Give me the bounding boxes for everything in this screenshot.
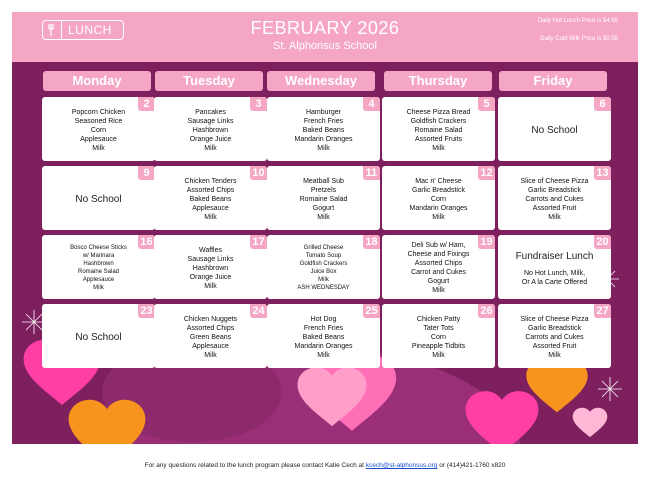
- day-cell-2: [42, 97, 155, 161]
- menu-item: Romaine Salad: [77, 269, 120, 275]
- menu-item: Orange Juice: [189, 135, 232, 143]
- menu-item: Garlic Breadstick: [412, 186, 465, 194]
- day-cell-11: [267, 166, 380, 230]
- menu-items: [386, 304, 491, 368]
- day-number: 25: [363, 304, 380, 318]
- day-number: 18: [363, 235, 380, 249]
- day-number: 6: [594, 97, 611, 111]
- menu-item: Assorted Chips: [186, 324, 235, 332]
- day-cell-24: [154, 304, 267, 368]
- menu-item: Milk: [204, 213, 217, 221]
- day-header-monday: Monday: [43, 71, 151, 91]
- menu-items: [386, 235, 491, 299]
- day-number: 24: [250, 304, 267, 318]
- cell-headline: No School: [531, 124, 578, 136]
- menu-item: Carrot and Cukes: [411, 269, 466, 276]
- menu-item: Applesauce: [192, 342, 229, 350]
- day-number: 9: [138, 166, 155, 180]
- menu-item: Goldfish Crackers: [410, 117, 467, 125]
- menu-item: Baked Beans: [302, 333, 345, 341]
- menu-item: Chicken Nuggets: [183, 315, 238, 323]
- header-banner: [12, 12, 638, 62]
- day-number: 13: [594, 166, 611, 180]
- day-cell-27: [498, 304, 611, 368]
- menu-item: Milk: [204, 351, 217, 359]
- menu-items: [386, 97, 491, 161]
- day-number: 20: [594, 235, 611, 249]
- day-cell-23: [42, 304, 155, 368]
- day-cell-17: [154, 235, 267, 299]
- day-number: 3: [250, 97, 267, 111]
- menu-item: Baked Beans: [302, 126, 345, 134]
- menu-item: Green Beans: [189, 333, 232, 341]
- day-cell-9: [42, 166, 155, 230]
- menu-items: [386, 166, 491, 230]
- menu-item: Garlic Breadstick: [528, 186, 581, 194]
- menu-item: Assorted Chips: [186, 186, 235, 194]
- menu-item: Romaine Salad: [414, 126, 463, 134]
- menu-item: Chicken Patty: [416, 315, 461, 323]
- menu-items: [158, 97, 263, 161]
- menu-item: Milk: [317, 351, 330, 359]
- menu-items: [271, 235, 376, 299]
- menu-items: [46, 166, 151, 230]
- menu-item: Milk: [548, 213, 561, 221]
- day-cell-19: [382, 235, 495, 299]
- menu-item: Assorted Chips: [414, 260, 463, 267]
- calendar-area: [12, 62, 638, 444]
- day-cell-6: [498, 97, 611, 161]
- day-cell-3: [154, 97, 267, 161]
- menu-item: Milk: [318, 277, 329, 283]
- menu-item: Assorted Fruit: [532, 342, 577, 350]
- menu-item: Sausage Links: [187, 255, 234, 263]
- fork-knife-icon: [43, 21, 62, 39]
- menu-item: Milk: [204, 282, 217, 290]
- day-cell-13: [498, 166, 611, 230]
- menu-item: Corn: [430, 195, 447, 203]
- day-number: 12: [478, 166, 495, 180]
- menu-item: Pretzels: [310, 186, 337, 194]
- day-number: 27: [594, 304, 611, 318]
- contact-email-link[interactable]: kcech@st-alphonsus.org: [365, 462, 438, 469]
- day-number: 11: [363, 166, 380, 180]
- footer-phone: or (414)421-1760 x820: [437, 462, 506, 469]
- menu-item: Gogurt: [427, 278, 450, 285]
- menu-item: Tater Tots: [423, 324, 454, 332]
- day-number: 23: [138, 304, 155, 318]
- day-header-thursday: Thursday: [384, 71, 492, 91]
- menu-item: Chicken Tenders: [184, 177, 237, 185]
- menu-items: [271, 166, 376, 230]
- menu-item: Applesauce: [80, 135, 117, 143]
- hot-lunch-price: Daily Hot Lunch Price is $4.65: [537, 18, 618, 24]
- day-header-wednesday: Wednesday: [267, 71, 375, 91]
- menu-item: Assorted Fruit: [532, 204, 577, 212]
- menu-item: Gogurt: [312, 204, 335, 212]
- menu-item: Milk: [432, 144, 445, 152]
- menu-item: Carrots and Cukes: [525, 333, 584, 341]
- menu-item: Milk: [317, 144, 330, 152]
- day-number: 19: [478, 235, 495, 249]
- menu-item: Hashbrown: [83, 261, 114, 267]
- menu-item: Pancakes: [195, 108, 226, 116]
- menu-item: Hashbrown: [192, 126, 229, 134]
- menu-item: Milk: [93, 285, 104, 291]
- day-cell-26: [382, 304, 495, 368]
- menu-item: Mandarin Oranges: [294, 135, 353, 143]
- menu-item: Grilled Cheese: [303, 245, 344, 251]
- menu-item: Romaine Salad: [299, 195, 348, 203]
- lunch-logo: [42, 20, 124, 40]
- day-header-tuesday: Tuesday: [155, 71, 263, 91]
- menu-items: [158, 235, 263, 299]
- menu-item: Or A la Carte Offered: [521, 278, 588, 286]
- logo-label: LUNCH: [68, 23, 112, 37]
- menu-item: Mandarin Oranges: [409, 204, 468, 212]
- day-header-friday: Friday: [499, 71, 607, 91]
- menu-items: [46, 235, 151, 299]
- menu-item: Milk: [92, 144, 105, 152]
- menu-items: [271, 304, 376, 368]
- menu-item: Tomato Soup: [305, 253, 342, 259]
- day-cell-4: [267, 97, 380, 161]
- menu-item: Slice of Cheese Pizza: [520, 315, 589, 323]
- menu-item: Baked Beans: [189, 195, 232, 203]
- menu-item: Cheese Pizza Bread: [406, 108, 471, 116]
- menu-item: Milk: [432, 287, 445, 294]
- menu-item: Popcorn Chicken: [71, 108, 126, 116]
- menu-item: Mandarin Oranges: [294, 342, 353, 350]
- menu-item: Cheese and Fixings: [407, 251, 470, 258]
- menu-item: Deli Sub w/ Ham,: [411, 242, 466, 249]
- menu-item: French Fries: [303, 324, 344, 332]
- menu-item: w/ Marinara: [82, 253, 115, 259]
- day-number: 10: [250, 166, 267, 180]
- menu-item: Mac n' Cheese: [415, 177, 462, 185]
- menu-item: Goldfish Crackers: [299, 261, 348, 267]
- day-cell-5: [382, 97, 495, 161]
- menu-item: Orange Juice: [189, 273, 232, 281]
- menu-item: ASH WEDNESDAY: [297, 285, 350, 291]
- day-cell-18: [267, 235, 380, 299]
- menu-item: Milk: [317, 213, 330, 221]
- cold-milk-price: Daily Cold Milk Price is $0.55: [540, 36, 618, 42]
- menu-items: [502, 97, 607, 161]
- menu-item: Sausage Links: [187, 117, 234, 125]
- menu-items: [158, 166, 263, 230]
- cell-headline: No School: [75, 193, 122, 205]
- footer-text: For any questions related to the lunch program please contact Katie Cech at: [144, 462, 366, 469]
- menu-item: No Hot Lunch, Milk,: [523, 269, 586, 277]
- menu-item: Applesauce: [192, 204, 229, 212]
- menu-items: [46, 304, 151, 368]
- menu-item: Applesauce: [82, 277, 115, 283]
- day-cell-16: [42, 235, 155, 299]
- menu-item: Corn: [90, 126, 107, 134]
- day-cell-20: [498, 235, 611, 299]
- day-number: 16: [138, 235, 155, 249]
- cell-headline: Fundraiser Lunch: [515, 250, 594, 262]
- menu-items: [502, 235, 607, 299]
- menu-item: Milk: [432, 351, 445, 359]
- menu-items: [502, 304, 607, 368]
- school-name: St. Alphonsus School: [273, 40, 377, 52]
- day-number: 4: [363, 97, 380, 111]
- day-cell-12: [382, 166, 495, 230]
- menu-item: Corn: [430, 333, 447, 341]
- menu-items: [46, 97, 151, 161]
- menu-items: [271, 97, 376, 161]
- menu-item: Milk: [432, 213, 445, 221]
- day-cell-10: [154, 166, 267, 230]
- menu-item: Garlic Breadstick: [528, 324, 581, 332]
- day-cell-25: [267, 304, 380, 368]
- day-number: 26: [478, 304, 495, 318]
- contact-footer: [0, 462, 650, 469]
- menu-item: Meatball Sub: [303, 177, 344, 185]
- menu-item: Juice Box: [310, 269, 337, 275]
- menu-item: Hamburger: [305, 108, 341, 116]
- menu-items: [158, 304, 263, 368]
- menu-item: Milk: [548, 351, 561, 359]
- day-number: 5: [478, 97, 495, 111]
- menu-item: Pineapple Tidbits: [411, 342, 466, 350]
- menu-item: Hashbrown: [192, 264, 229, 272]
- menu-item: Carrots and Cukes: [525, 195, 584, 203]
- day-number: 2: [138, 97, 155, 111]
- day-number: 17: [250, 235, 267, 249]
- menu-item: Hot Dog: [310, 315, 337, 323]
- menu-items: [502, 166, 607, 230]
- menu-item: Slice of Cheese Pizza: [520, 177, 589, 185]
- menu-item: Bosco Cheese Sticks: [70, 245, 127, 251]
- month-title: FEBRUARY 2026: [250, 18, 400, 38]
- menu-item: French Fries: [303, 117, 344, 125]
- menu-item: Assorted Fruits: [414, 135, 463, 143]
- cell-headline: No School: [75, 331, 122, 343]
- menu-item: Seasoned Rice: [74, 117, 123, 125]
- menu-item: Waffles: [199, 246, 222, 254]
- menu-item: Milk: [204, 144, 217, 152]
